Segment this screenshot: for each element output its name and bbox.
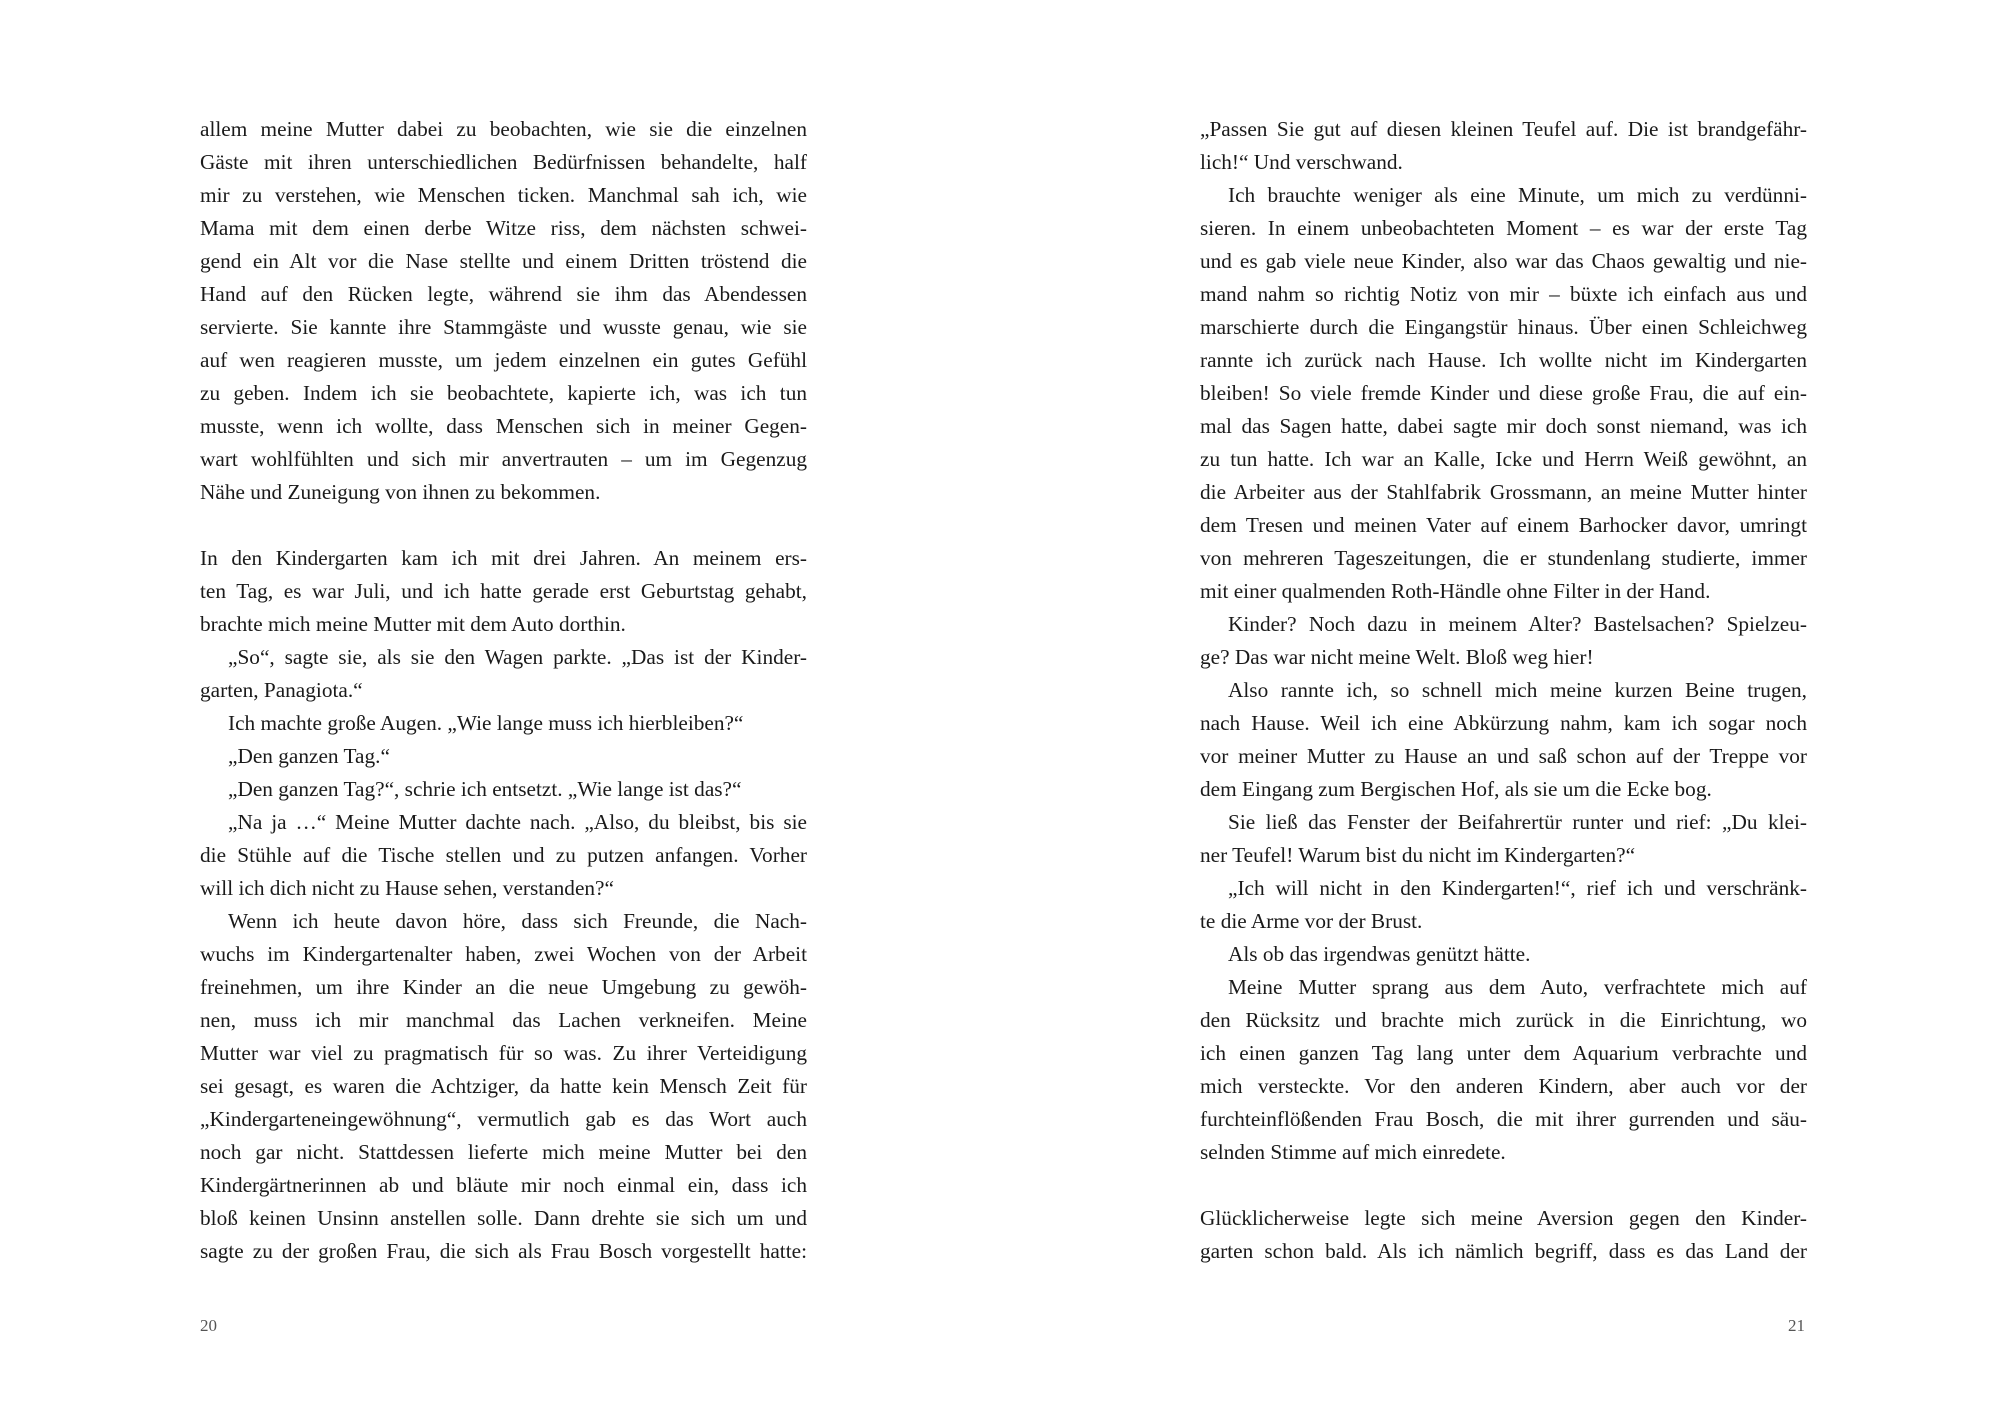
text-line: te die Arme vor der Brust. [1200, 909, 1423, 933]
text-line: In den Kindergarten kam ich mit drei Jahren. An meinem ers- [200, 546, 807, 570]
paragraph-gap [200, 509, 807, 542]
text-line: mand nahm so richtig Notiz von mir – büxte ich einfach aus und [1200, 282, 1807, 306]
paragraph-gap [1200, 1169, 1807, 1202]
text-line: dem Tresen und meinen Vater auf einem Barhocker davor, umringt [1200, 513, 1807, 537]
text-line: „Den ganzen Tag.“ [228, 744, 390, 768]
text-line: „Den ganzen Tag?“, schrie ich entsetzt. „Wie lange ist das?“ [228, 777, 742, 801]
text-line: lich!“ Und verschwand. [1200, 150, 1403, 174]
text-line: nen, muss ich mir manchmal das Lachen verkneifen. Meine [200, 1008, 807, 1032]
text-line: ich einen ganzen Tag lang unter dem Aquarium verbrachte und [1200, 1041, 1807, 1065]
text-line: Hand auf den Rücken legte, während sie ihm das Abendessen [200, 282, 807, 306]
text-line: musste, wenn ich wollte, dass Menschen sich in meiner Gegen- [200, 414, 807, 438]
text-line: freinehmen, um ihre Kinder an die neue Umgebung zu gewöh- [200, 975, 807, 999]
text-line: „So“, sagte sie, als sie den Wagen parkte. „Das ist der Kinder- [228, 645, 807, 669]
text-line: marschierte durch die Eingangstür hinaus. Über einen Schleichweg [1200, 315, 1807, 339]
text-line: Kinder? Noch dazu in meinem Alter? Bastelsachen? Spielzeu- [1228, 612, 1807, 636]
text-line: die Stühle auf die Tische stellen und zu putzen anfangen. Vorher [200, 843, 807, 867]
right-page [1200, 113, 1807, 1268]
text-line: servierte. Sie kannte ihre Stammgäste und wusste genau, wie sie [200, 315, 807, 339]
text-line: sei gesagt, es waren die Achtziger, da hatte kein Mensch Zeit für [200, 1074, 807, 1098]
text-line: zu tun hatte. Ich war an Kalle, Icke und Herrn Weiß gewöhnt, an [1200, 447, 1807, 471]
text-line: wart wohlfühlten und sich mir anvertrauten – um im Gegenzug [200, 447, 807, 471]
text-line: auf wen reagieren musste, um jedem einzelnen ein gutes Gefühl [200, 348, 807, 372]
text-line: mir zu verstehen, wie Menschen ticken. Manchmal sah ich, wie [200, 183, 807, 207]
text-line: den Rücksitz und brachte mich zurück in die Einrichtung, wo [1200, 1008, 1807, 1032]
text-line: und es gab viele neue Kinder, also war das Chaos gewaltig und nie- [1200, 249, 1807, 273]
text-line: noch gar nicht. Stattdessen lieferte mich meine Mutter bei den [200, 1140, 807, 1164]
text-line: sieren. In einem unbeobachteten Moment – es war der erste Tag [1200, 216, 1807, 240]
text-line: zu geben. Indem ich sie beobachtete, kapierte ich, was ich tun [200, 381, 807, 405]
text-line: mich versteckte. Vor den anderen Kindern, aber auch vor der [1200, 1074, 1807, 1098]
text-line: Mutter war viel zu pragmatisch für so was. Zu ihrer Verteidigung [200, 1041, 807, 1065]
text-line: gend ein Alt vor die Nase stellte und einem Dritten tröstend die [200, 249, 807, 273]
text-line: wuchs im Kindergartenalter haben, zwei Wochen von der Arbeit [200, 942, 807, 966]
text-line: Kindergärtnerinnen ab und bläute mir noch einmal ein, dass ich [200, 1173, 807, 1197]
text-line: brachte mich meine Mutter mit dem Auto dorthin. [200, 612, 626, 636]
text-line: bloß keinen Unsinn anstellen solle. Dann drehte sie sich um und [200, 1206, 807, 1230]
text-line: „Passen Sie gut auf diesen kleinen Teufel auf. Die ist brandgefähr- [1200, 117, 1807, 141]
text-line: „Kindergarteneingewöhnung“, vermutlich gab es das Wort auch [200, 1107, 807, 1131]
text-line: „Ich will nicht in den Kindergarten!“, rief ich und verschränk- [1228, 876, 1807, 900]
text-line: Als ob das irgendwas genützt hätte. [1228, 942, 1531, 966]
text-line: mit einer qualmenden Roth-Händle ohne Filter in der Hand. [1200, 579, 1711, 603]
text-line: allem meine Mutter dabei zu beobachten, wie sie die einzelnen [200, 117, 807, 141]
text-line: dem Eingang zum Bergischen Hof, als sie um die Ecke bog. [1200, 777, 1712, 801]
text-line: Nähe und Zuneigung von ihnen zu bekommen. [200, 480, 601, 504]
page-number-left: 20 [200, 1316, 217, 1335]
text-line: rannte ich zurück nach Hause. Ich wollte nicht im Kindergarten [1200, 348, 1807, 372]
text-line: Also rannte ich, so schnell mich meine kurzen Beine trugen, [1228, 678, 1807, 702]
text-line: sagte zu der großen Frau, die sich als Frau Bosch vorgestellt hatte: [200, 1239, 807, 1263]
text-line: garten, Panagiota.“ [200, 678, 363, 702]
text-line: mal das Sagen hatte, dabei sagte mir doch sonst niemand, was ich [1200, 414, 1807, 438]
text-line: Gäste mit ihren unterschiedlichen Bedürfnissen behandelte, half [200, 150, 807, 174]
text-line: von mehreren Tageszeitungen, die er stundenlang studierte, immer [1200, 546, 1807, 570]
text-line: selnden Stimme auf mich einredete. [1200, 1140, 1506, 1164]
text-line: nach Hause. Weil ich eine Abkürzung nahm, kam ich sogar noch [1200, 711, 1807, 735]
text-line: bleiben! So viele fremde Kinder und diese große Frau, die auf ein- [1200, 381, 1807, 405]
text-line: garten schon bald. Als ich nämlich begriff, dass es das Land der [1200, 1239, 1807, 1263]
text-line: Meine Mutter sprang aus dem Auto, verfrachtete mich auf [1228, 975, 1807, 999]
text-line: Glücklicherweise legte sich meine Aversion gegen den Kinder- [1200, 1206, 1807, 1230]
left-page [200, 113, 807, 1268]
text-line: Sie ließ das Fenster der Beifahrertür runter und rief: „Du klei- [1228, 810, 1807, 834]
text-line: Ich machte große Augen. „Wie lange muss ich hierbleiben?“ [228, 711, 744, 735]
text-line: „Na ja …“ Meine Mutter dachte nach. „Also, du bleibst, bis sie [228, 810, 807, 834]
text-line: ten Tag, es war Juli, und ich hatte gerade erst Geburtstag gehabt, [200, 579, 807, 603]
text-line: ge? Das war nicht meine Welt. Bloß weg hier! [1200, 645, 1594, 669]
text-line: furchteinflößenden Frau Bosch, die mit ihrer gurrenden und säu- [1200, 1107, 1807, 1131]
text-line: will ich dich nicht zu Hause sehen, verstanden?“ [200, 876, 614, 900]
text-line: vor meiner Mutter zu Hause an und saß schon auf der Treppe vor [1200, 744, 1807, 768]
page-number-right: 21 [1788, 1316, 1805, 1335]
text-line: Wenn ich heute davon höre, dass sich Freunde, die Nach- [228, 909, 807, 933]
text-line: Ich brauchte weniger als eine Minute, um mich zu verdünni- [1228, 183, 1807, 207]
text-line: die Arbeiter aus der Stahlfabrik Grossmann, an meine Mutter hinter [1200, 480, 1807, 504]
text-line: Mama mit dem einen derbe Witze riss, dem nächsten schwei- [200, 216, 807, 240]
text-line: ner Teufel! Warum bist du nicht im Kindergarten?“ [1200, 843, 1636, 867]
